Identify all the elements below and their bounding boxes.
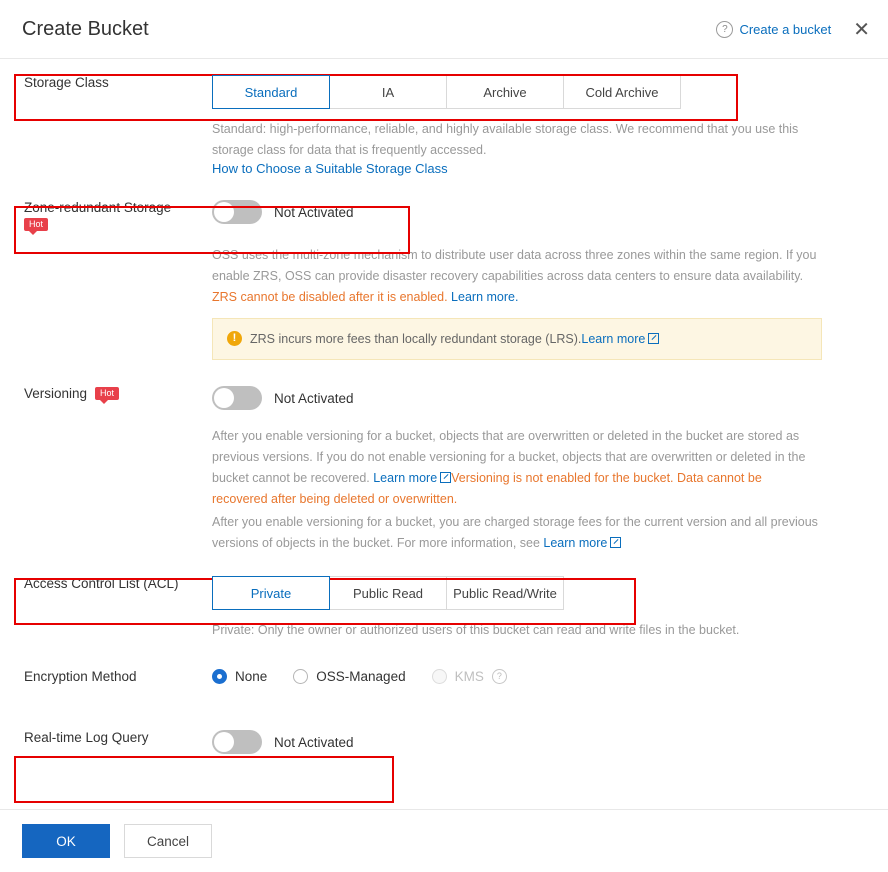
encryption-option-oss-managed[interactable]: [293, 669, 405, 684]
question-mark-icon[interactable]: ?: [492, 669, 507, 684]
realtime-log-field: [212, 730, 888, 754]
ok-button[interactable]: OK: [22, 824, 110, 858]
acl-help: [212, 620, 888, 641]
zrs-learn-more-link[interactable]: Learn more.: [451, 290, 519, 304]
external-link-icon: [648, 333, 659, 344]
external-link-icon: [440, 472, 451, 483]
versioning-learn-more-link-1[interactable]: Learn more: [373, 471, 438, 485]
zrs-notice-link[interactable]: Learn more: [581, 332, 646, 346]
help-link-label: Create a bucket: [739, 21, 832, 37]
hot-badge: Hot: [95, 387, 119, 400]
versioning-warning-text: Versioning is not enabled for the bucket. Data cannot be recovered after being deleted or overwritten.: [212, 471, 762, 506]
acl-option-private[interactable]: Private: [212, 576, 330, 610]
zrs-state-label: Not Activated: [274, 204, 354, 220]
acl-help-row: [0, 620, 888, 641]
question-mark-icon: ?: [716, 21, 733, 38]
realtime-log-label: Real-time Log Query: [24, 730, 149, 745]
storage-class-help: [212, 119, 888, 176]
versioning-description-text-2: After you enable versioning for a bucket, you are charged storage fees for the current version and all previous versions of objects in the bucket. For more information, see: [212, 515, 818, 550]
storage-class-option-archive[interactable]: Archive: [446, 75, 564, 109]
zrs-description: [212, 245, 817, 308]
acl-description: Private: Only the owner or authorized users of this bucket can read and write files in the bucket.: [212, 623, 740, 637]
versioning-description-text: After you enable versioning for a bucket, objects that are overwritten or deleted in the bucket are stored as previous versions. If you do not enable versioning for a bucket, objects that are overwritten or deleted in the bucket cannot be recovered.: [212, 429, 806, 485]
storage-class-row: [0, 75, 888, 109]
storage-class-description: Standard: high-performance, reliable, and highly available storage class. We recommend that you use this storage class for data that is frequently accessed.: [212, 122, 799, 157]
external-link-icon: [610, 537, 621, 548]
versioning-row: [0, 386, 888, 410]
storage-class-option-ia[interactable]: IA: [329, 75, 447, 109]
realtime-log-toggle-wrap: [212, 730, 864, 754]
storage-class-help-row: [0, 119, 888, 176]
storage-class-label: Storage Class: [24, 75, 109, 90]
radio-icon: [212, 669, 227, 684]
versioning-field: [212, 386, 888, 410]
versioning-help-row: [0, 426, 888, 554]
acl-row: [0, 576, 888, 610]
zrs-description-text: OSS uses the multi-zone mechanism to distribute user data across three zones within the same region. If you enable ZRS, OSS can provide disaster recovery capabilities across data centers to ensure data availability.: [212, 248, 817, 283]
storage-class-field: [212, 75, 888, 109]
cancel-button[interactable]: Cancel: [124, 824, 212, 858]
storage-class-option-standard[interactable]: Standard: [212, 75, 330, 109]
zrs-help: [212, 245, 888, 360]
acl-option-public-read[interactable]: Public Read: [329, 576, 447, 610]
versioning-help: [212, 426, 888, 554]
acl-segmented-control[interactable]: [212, 576, 864, 610]
acl-label: Access Control List (ACL): [24, 576, 179, 591]
zrs-help-row: [0, 245, 888, 360]
versioning-state-label: Not Activated: [274, 390, 354, 406]
zrs-warning-text: ZRS cannot be disabled after it is enabled.: [212, 290, 448, 304]
zrs-notice-body: [250, 330, 659, 348]
zrs-toggle[interactable]: [212, 200, 262, 224]
create-bucket-form: [0, 75, 888, 754]
hot-badge: Hot: [24, 218, 48, 231]
zrs-notice-text: ZRS incurs more fees than locally redundant storage (LRS).: [250, 332, 582, 346]
realtime-log-row: [0, 730, 888, 754]
encryption-row: [0, 669, 888, 684]
zrs-toggle-knob: [214, 202, 234, 222]
zrs-label: Zone-redundant Storage: [24, 200, 172, 215]
encryption-option-none[interactable]: [212, 669, 267, 684]
storage-class-segmented-control[interactable]: [212, 75, 864, 109]
radio-icon: [432, 669, 447, 684]
realtime-log-toggle[interactable]: [212, 730, 262, 754]
zrs-label-group: [0, 200, 212, 231]
dialog-footer: [0, 809, 888, 872]
highlight-realtime-log: [14, 756, 394, 803]
encryption-option-oss-managed-label: OSS-Managed: [316, 669, 406, 684]
warning-icon: !: [227, 331, 242, 346]
encryption-option-none-label: None: [235, 669, 268, 684]
versioning-label-group: [0, 386, 212, 401]
dialog-header: [0, 0, 888, 59]
zrs-row: [0, 200, 888, 231]
zrs-toggle-wrap: [212, 200, 864, 224]
zrs-notice: [212, 318, 822, 360]
zrs-field: [212, 200, 888, 224]
versioning-toggle[interactable]: [212, 386, 262, 410]
encryption-label: Encryption Method: [24, 669, 137, 684]
realtime-log-state-label: Not Activated: [274, 734, 354, 750]
encryption-option-kms: [432, 669, 507, 684]
radio-icon: [293, 669, 308, 684]
versioning-toggle-wrap: [212, 386, 864, 410]
realtime-log-toggle-knob: [214, 732, 234, 752]
encryption-option-kms-label: KMS: [454, 669, 484, 684]
versioning-description-2: [212, 512, 820, 554]
acl-option-public-read-write[interactable]: Public Read/Write: [446, 576, 564, 610]
versioning-description-1: [212, 426, 820, 510]
encryption-radio-group[interactable]: [212, 669, 864, 684]
close-icon[interactable]: ✕: [853, 17, 870, 41]
versioning-label: Versioning: [24, 386, 88, 401]
encryption-field: [212, 669, 888, 684]
acl-field: [212, 576, 888, 610]
versioning-toggle-knob: [214, 388, 234, 408]
storage-class-option-cold-archive[interactable]: Cold Archive: [563, 75, 681, 109]
help-link[interactable]: [716, 21, 831, 38]
storage-class-doc-link[interactable]: How to Choose a Suitable Storage Class: [212, 161, 448, 176]
page-title: Create Bucket: [22, 17, 149, 40]
versioning-learn-more-link-2[interactable]: Learn more: [543, 536, 608, 550]
